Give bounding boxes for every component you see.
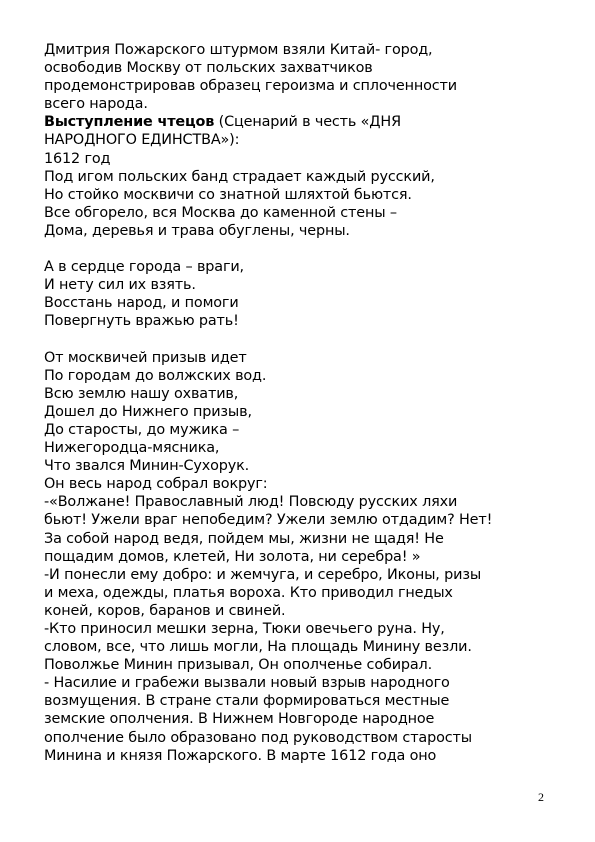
poem-line: Всю землю нашу охватив, [44,385,239,402]
poem-line: Дошел до Нижнего призыв, [44,403,252,420]
poem-line: -И понесли ему добро: и жемчуга, и серебро, Иконы, ризы [44,566,482,583]
poem-line: возмущения. В стране стали формироваться местные [44,693,450,710]
page-number: 2 [538,790,544,804]
poem-line: Он весь народ собрал вокруг: [44,476,268,493]
text-line: освободив Москву от польских захватчиков [44,60,373,77]
poem-line: Нижегородца-мясника, [44,440,220,457]
poem-line: И нету сил их взять. [44,277,196,294]
text-line: продемонстрировав образец героизма и сплоченности [44,78,457,95]
poem-line: До старосты, до мужика – [44,421,240,438]
poem-line: словом, все, что лишь могли, На площадь Минину везли. [44,639,472,656]
stanza-gap [44,331,564,349]
poem-line: ополчение было образовано под руководством старосты [44,729,472,746]
poem-line: земские ополчения. В Нижнем Новгороде народное [44,711,435,728]
readers-heading-line [44,113,564,131]
poem-line: - Насилие и грабежи вызвали новый взрыв народного [44,675,450,692]
year-line: 1612 год [44,150,111,167]
text-line: всего народа. [44,96,148,113]
text-line: Дмитрия Пожарского штурмом взяли Китай- город, [44,42,433,58]
poem-line: -Кто приносил мешки зерна, Тюки овечьего руна. Ну, [44,621,445,637]
poem-line: От москвичей призыв идет [44,349,247,366]
poem-stanza-1 [44,168,564,240]
poem-line: Под игом польских банд страдает каждый русский, [44,168,435,185]
poem-line: Дома, деревья и трава обуглены, черны. [44,222,350,239]
readers-heading-line: НАРОДНОГО ЕДИНСТВА»): [44,132,240,149]
poem-line: По городам до волжских вод. [44,367,267,384]
poem-line: Восстань народ, и помоги [44,295,239,312]
poem-line: Повергнуть вражью рать! [44,313,239,330]
poem-line: За собой народ ведя, пойдем мы, жизни не щадя! Не [44,530,444,547]
readers-heading-bold: Выступление чтецов [44,114,215,131]
poem-line: Но стойко москвичи со знатной шляхтой бьются. [44,186,412,203]
poem-line: А в сердце города – враги, [44,259,244,276]
poem-line: Все обгорело, вся Москва до каменной стены – [44,204,397,221]
poem-line: Поволжье Минин призывал, Он ополченье собирал. [44,657,433,674]
stanza-gap [44,240,564,258]
readers-heading-rest: (Сценарий в честь «ДНЯ [214,114,401,131]
poem-line: пощадим домов, клетей, Ни золота, ни серебра! » [44,548,421,565]
poem-line: -«Волжане! Православный люд! Повсюду русских ляхи [44,494,458,511]
page-body [44,41,564,765]
poem-line: бьют! Ужели враг непобедим? Ужели землю отдадим? Нет! [44,512,493,529]
readers-heading [44,113,564,149]
intro-paragraph [44,41,564,113]
poem-line: и меха, одежды, платья вороха. Кто приводил гнедых [44,584,453,601]
poem-stanza-2 [44,258,564,330]
poem-line: коней, коров, баранов и свиней. [44,602,286,619]
poem-stanza-3 [44,349,564,765]
poem-line: Что звался Минин-Сухорук. [44,458,250,475]
poem-line: Минина и князя Пожарского. В марте 1612 года оно [44,747,437,764]
